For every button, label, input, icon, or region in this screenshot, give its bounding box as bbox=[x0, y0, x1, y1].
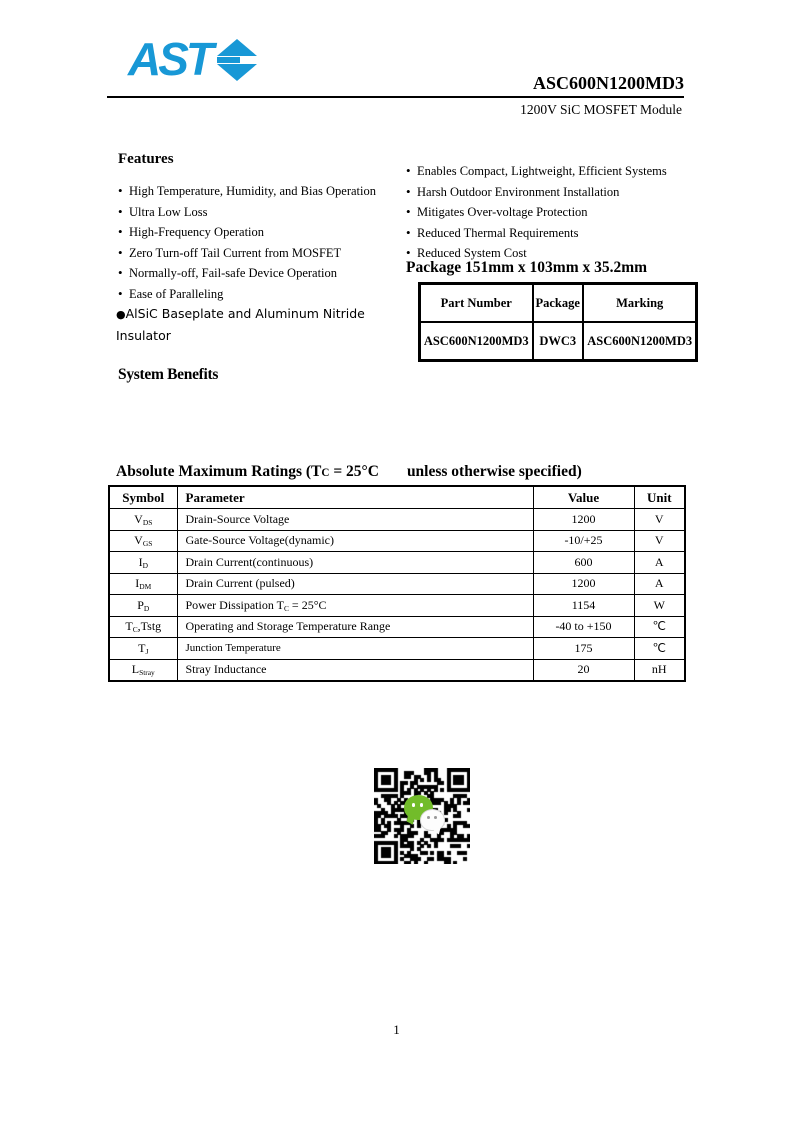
bullet-icon: • bbox=[118, 203, 123, 219]
symbol-cell: $T_C,Tstg$ bbox=[109, 616, 177, 638]
col-header-parameter: Parameter bbox=[177, 486, 533, 509]
feature-text: High Temperature, Humidity, and Bias Operation bbox=[129, 184, 376, 198]
feature-text: Ultra Low Loss bbox=[129, 204, 208, 219]
parameter-cell: Stray Inductance bbox=[177, 659, 533, 681]
benefit-text: Harsh Outdoor Environment Installation bbox=[417, 184, 620, 199]
bullet-icon: • bbox=[406, 224, 411, 240]
value-cell: 1154 bbox=[533, 595, 634, 617]
package-code: DWC3 bbox=[533, 322, 583, 361]
ratings-table bbox=[108, 485, 686, 682]
unit-cell: W bbox=[634, 595, 685, 617]
benefit-item bbox=[406, 223, 706, 244]
feature-text: Ease of Paralleling bbox=[129, 286, 224, 301]
feature-item bbox=[118, 202, 408, 223]
package-table bbox=[418, 282, 698, 362]
value-cell: -40 to +150 bbox=[533, 616, 634, 638]
ratings-title-mid: = 25°C bbox=[329, 463, 379, 480]
value-cell: 1200 bbox=[533, 509, 634, 531]
product-subtitle: 1200V SiC MOSFET Module bbox=[520, 102, 682, 117]
benefit-text: Enables Compact, Lightweight, Efficient Systems bbox=[417, 164, 667, 178]
features-heading: Features bbox=[118, 151, 174, 167]
ratings-title bbox=[116, 463, 582, 481]
symbol-cell: $I_{DM}$ bbox=[109, 573, 177, 595]
benefit-item bbox=[406, 182, 706, 203]
header-divider bbox=[107, 96, 684, 98]
benefit-text: Reduced Thermal Requirements bbox=[417, 225, 579, 240]
wechat-icon-small-bubble bbox=[420, 809, 445, 831]
bullet-icon: • bbox=[118, 224, 123, 240]
ratings-row bbox=[109, 509, 685, 531]
value-cell: 175 bbox=[533, 638, 634, 660]
unit-cell: V bbox=[634, 509, 685, 531]
parameter-cell: Operating and Storage Temperature Range bbox=[177, 616, 533, 638]
benefit-text: Mitigates Over-voltage Protection bbox=[417, 205, 588, 219]
value-cell: 20 bbox=[533, 659, 634, 681]
ratings-row bbox=[109, 530, 685, 552]
symbol-cell: $P_D$ bbox=[109, 595, 177, 617]
benefit-item bbox=[406, 161, 706, 182]
package-heading: Package 151mm x 103mm x 35.2mm bbox=[406, 259, 648, 276]
package-marking: ASC600N1200MD3 bbox=[583, 322, 697, 361]
ratings-row bbox=[109, 659, 685, 681]
part-number-title: ASC600N1200MD3 bbox=[533, 73, 684, 93]
symbol-cell: $V_{GS}$ bbox=[109, 530, 177, 552]
system-benefits-heading: System Benefits bbox=[118, 366, 219, 383]
unit-cell: ℃ bbox=[634, 638, 685, 660]
symbol-cell: $I_D$ bbox=[109, 552, 177, 574]
feature-item bbox=[118, 284, 408, 305]
ratings-row bbox=[109, 552, 685, 574]
parameter-cell: Drain Current(continuous) bbox=[177, 552, 533, 574]
unit-cell: A bbox=[634, 573, 685, 595]
feature-item bbox=[118, 243, 408, 264]
feature-item bbox=[118, 181, 408, 202]
value-cell: -10/+25 bbox=[533, 530, 634, 552]
col-header-unit: Unit bbox=[634, 486, 685, 509]
feature-item bbox=[118, 263, 408, 284]
ratings-row bbox=[109, 638, 685, 660]
page-number: 1 bbox=[393, 1022, 400, 1037]
ratings-title-pre: Absolute Maximum Ratings (T bbox=[116, 463, 322, 480]
unit-cell: nH bbox=[634, 659, 685, 681]
bullet-icon: ● bbox=[116, 308, 126, 321]
feature-text: Zero Turn-off Tail Current from MOSFET bbox=[129, 245, 342, 260]
bullet-icon: • bbox=[118, 244, 123, 260]
ratings-header-row bbox=[109, 486, 685, 509]
ast-logo-text: AST bbox=[128, 33, 211, 85]
ratings-row bbox=[109, 573, 685, 595]
feature-text: Normally-off, Fail-safe Device Operation bbox=[129, 266, 338, 281]
col-header-value: Value bbox=[533, 486, 634, 509]
bullet-icon: • bbox=[406, 204, 411, 219]
parameter-cell: Gate-Source Voltage(dynamic) bbox=[177, 530, 533, 552]
bullet-icon: • bbox=[406, 245, 411, 260]
bullet-icon: • bbox=[406, 183, 411, 199]
logo-diamond-icon bbox=[217, 36, 257, 82]
package-table-header-row bbox=[420, 284, 697, 323]
symbol-cell: $V_{DS}$ bbox=[109, 509, 177, 531]
feature-item bbox=[118, 222, 408, 243]
package-col-header: Part Number bbox=[420, 284, 533, 323]
package-col-header: Package bbox=[533, 284, 583, 323]
col-header-symbol: Symbol bbox=[109, 486, 177, 509]
parameter-cell: Drain Current (pulsed) bbox=[177, 573, 533, 595]
ast-logo bbox=[128, 33, 257, 85]
ratings-row bbox=[109, 616, 685, 638]
feature-item-special bbox=[116, 303, 416, 346]
feature-text: High-Frequency Operation bbox=[129, 225, 265, 240]
bullet-icon: • bbox=[118, 183, 123, 198]
benefits-list bbox=[406, 161, 706, 264]
ratings-title-tail: unless otherwise specified) bbox=[406, 463, 582, 480]
parameter-cell: Drain-Source Voltage bbox=[177, 509, 533, 531]
package-col-header: Marking bbox=[583, 284, 697, 323]
unit-cell: ℃ bbox=[634, 616, 685, 638]
unit-cell: A bbox=[634, 552, 685, 574]
bullet-icon: • bbox=[118, 265, 123, 281]
ratings-row bbox=[109, 595, 685, 617]
benefit-item bbox=[406, 202, 706, 223]
symbol-cell: $T_J$ bbox=[109, 638, 177, 660]
value-cell: 600 bbox=[533, 552, 634, 574]
features-list bbox=[118, 181, 408, 305]
parameter-cell: Junction Temperature bbox=[177, 638, 533, 660]
bullet-icon: • bbox=[406, 163, 411, 178]
qr-code bbox=[374, 768, 470, 864]
ratings-title-sub: C bbox=[321, 467, 330, 479]
package-table-row bbox=[420, 322, 697, 361]
bullet-icon: • bbox=[118, 285, 123, 301]
parameter-cell: Power Dissipation $T_C = 25^\circ C$ bbox=[177, 595, 533, 617]
value-cell: 1200 bbox=[533, 573, 634, 595]
feature-text: AlSiC Baseplate and Aluminum Nitride Insulator bbox=[116, 306, 365, 343]
benefit-text: Reduced System Cost bbox=[417, 246, 527, 260]
symbol-cell: $L_{Stray}$ bbox=[109, 659, 177, 681]
unit-cell: V bbox=[634, 530, 685, 552]
package-part-number: ASC600N1200MD3 bbox=[420, 322, 533, 361]
